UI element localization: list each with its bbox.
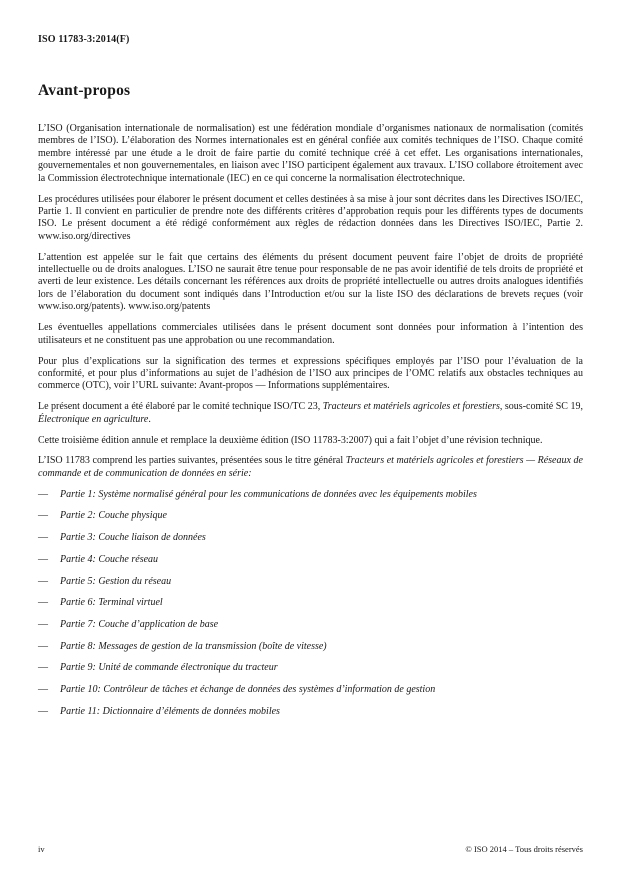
paragraph-patents	[38, 252, 583, 314]
list-dash: —	[38, 510, 48, 522]
parts-list	[38, 489, 583, 718]
page-number: iv	[38, 844, 45, 854]
list-dash: —	[38, 662, 48, 674]
list-item	[38, 510, 583, 522]
paragraph-edition: Cette troisième édition annule et remplace la deuxième édition (ISO 11783-3:2007) qui a fait l’objet d’une révision technique.	[38, 434, 543, 446]
list-dash: —	[38, 575, 48, 587]
foreword-title: Avant-propos	[38, 82, 131, 99]
list-item	[38, 554, 583, 566]
patents-link[interactable]: www.iso.org/patents	[128, 301, 211, 313]
paragraph-procedures	[38, 194, 583, 244]
series-title: Tracteurs et matériels agricoles et forestiers — Réseaux de commande et de communication de données en série:	[38, 455, 583, 479]
list-item	[38, 662, 583, 674]
page-footer	[38, 844, 583, 854]
part-label: Partie 6: Terminal virtuel	[60, 597, 163, 609]
document-reference: ISO 11783-3:2014(F)	[38, 34, 130, 45]
list-item	[38, 684, 583, 696]
paragraph-iso-description: L’ISO (Organisation internationale de normalisation) est une fédération mondiale d’organismes nationaux de normalisation (comités membres de l’ISO). L’élaboration des Normes internationales est en général confiée aux comités techniques de l’ISO. Chaque comité membre intéressé par une étude a le droit de faire partie du comité technique créé à cet effet. Les organisations internationales, gouvernementales et non gouvernementales, en liaison avec l’ISO participent également aux travaux. L’ISO collabore étroitement avec la Commission électrotechnique internationale (IEC) en ce qui concerne la normalisation électrotechnique.	[38, 123, 583, 184]
paragraph-text: Les procédures utilisées pour élaborer le présent document et celles destinées à sa mise à jour sont décrites dans les Directives ISO/IEC, Partie 1. Il convient en particulier de prendre note des différents critères d’approbation requis pour les différents types de documents ISO. Le présent document a été rédigé conformément aux règles de rédaction données dans les Directives ISO/IEC, Partie 2.	[38, 193, 583, 230]
list-item	[38, 706, 583, 718]
list-item	[38, 532, 583, 544]
committee-name: Tracteurs et matériels agricoles et forestiers	[322, 401, 500, 413]
paragraph-conformity: Pour plus d’explications sur la signification des termes et expressions spécifiques employés par l’ISO pour l’évaluation de la conformité, et pour plus d’informations au sujet de l’adhésion de l’ISO aux principes de l’OMC relatifs aux obstacles techniques au commerce (OTC), voir l’URL suivante: Avant-propos — Informations supplémentaires.	[38, 355, 583, 392]
list-item	[38, 597, 583, 609]
part-label: Partie 9: Unité de commande électronique du tracteur	[60, 662, 278, 674]
part-label: Partie 7: Couche d’application de base	[60, 618, 219, 630]
list-item	[38, 641, 583, 653]
paragraph-text: , sous-comité SC 19,	[499, 401, 583, 413]
subcommittee-name: Électronique en agriculture	[38, 413, 149, 425]
part-label: Partie 10: Contrôleur de tâches et échange de données des systèmes d’information de gestion	[60, 684, 436, 696]
part-label: Partie 1: Système normalisé général pour les communications de données avec les équipements mobiles	[60, 488, 477, 500]
list-dash: —	[38, 640, 48, 652]
list-dash: —	[38, 597, 48, 609]
list-dash: —	[38, 488, 48, 500]
paragraph-trade-names: Les éventuelles appellations commerciales utilisées dans le présent document sont données pour information à l’intention des utilisateurs et ne constituent pas une approbation ou une recommandation.	[38, 322, 583, 346]
list-item	[38, 576, 583, 588]
paragraph-text: .	[148, 413, 151, 425]
list-dash: —	[38, 684, 48, 696]
paragraph-text: L’attention est appelée sur le fait que certains des éléments du présent document peuvent faire l’objet de droits de propriété intellectuelle ou de droits analogues. L’ISO ne saurait être tenue pour responsable de ne pas avoir identifié de tels droits de propriété et averti de leur existence. Les détails concernant les références aux droits de propriété intellectuelle ou autres droits analogues identifiés lors de l’élaboration du document sont indiqués dans l’Introduction et/ou sur la liste ISO des déclarations de brevets reçues (voir www.iso.org/patents).	[38, 251, 583, 313]
list-dash: —	[38, 532, 48, 544]
paragraph-committee	[38, 401, 583, 426]
part-label: Partie 8: Messages de gestion de la transmission (boîte de vitesse)	[60, 640, 327, 652]
part-label: Partie 4: Couche réseau	[60, 553, 159, 565]
page-header	[38, 34, 583, 45]
list-item	[38, 619, 583, 631]
paragraph-series-intro	[38, 455, 583, 480]
directives-link[interactable]: www.iso.org/directives	[38, 230, 131, 242]
list-item	[38, 489, 583, 501]
part-label: Partie 11: Dictionnaire d’éléments de données mobiles	[60, 705, 280, 717]
paragraph-text: L’ISO 11783 comprend les parties suivantes, présentées sous le titre général	[38, 455, 346, 467]
list-dash: —	[38, 553, 48, 565]
part-label: Partie 2: Couche physique	[60, 510, 167, 522]
copyright-notice: © ISO 2014 – Tous droits réservés	[465, 844, 583, 854]
part-label: Partie 5: Gestion du réseau	[60, 575, 172, 587]
list-dash: —	[38, 705, 48, 717]
paragraph-text: Le présent document a été élaboré par le comité technique ISO/TC 23,	[38, 401, 323, 413]
list-dash: —	[38, 618, 48, 630]
part-label: Partie 3: Couche liaison de données	[60, 532, 206, 544]
